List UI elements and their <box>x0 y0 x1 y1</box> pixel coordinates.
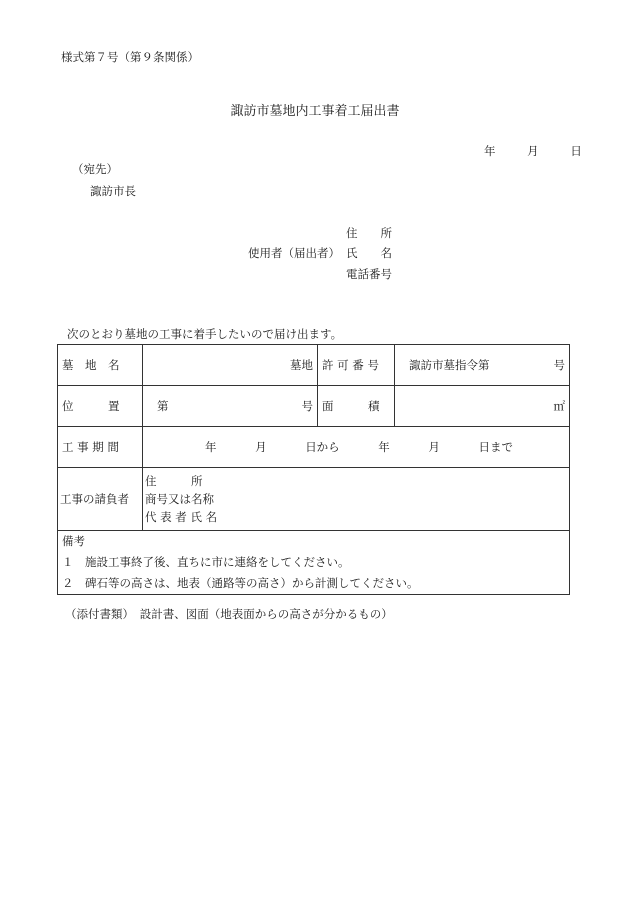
note-1: １ 施設工事終了後、直ちに市に連絡をしてください。 <box>62 555 350 569</box>
contractor-label: 工事の請負者 <box>58 468 143 531</box>
period-start-day: 日から <box>305 440 340 454</box>
location-label: 位 置 <box>58 386 143 427</box>
addressee: 諏訪市長 <box>90 184 136 198</box>
notes-cell <box>58 531 570 595</box>
permit-number-label: 許 可 番 号 <box>318 345 395 386</box>
location-field[interactable] <box>143 386 318 427</box>
period-label: 工 事 期 間 <box>58 427 143 468</box>
table-row-contractor <box>58 468 570 531</box>
form-number: 様式第７号（第９条関係） <box>61 50 199 64</box>
date-line <box>484 143 582 159</box>
application-table <box>57 344 570 595</box>
applicant-address-label: 住 所 <box>346 226 392 240</box>
table-row-location <box>58 386 570 427</box>
location-prefix: 第 <box>157 399 169 413</box>
date-year: 年 <box>484 144 496 158</box>
contractor-address-label: 住 所 <box>145 474 203 488</box>
area-label: 面 積 <box>318 386 395 427</box>
applicant-phone-label: 電話番号 <box>346 267 392 281</box>
contractor-company-label: 商号又は名称 <box>145 492 214 506</box>
contractor-field[interactable] <box>143 468 570 531</box>
contractor-rep-label: 代 表 者 氏 名 <box>145 510 218 524</box>
cemetery-name-field[interactable]: 墓地 <box>143 345 318 386</box>
permit-number-field[interactable] <box>395 345 570 386</box>
addressee-label: （宛先） <box>72 162 118 176</box>
attachments-text: （添付書類） 設計書、図面（地表面からの高さが分かるもの） <box>65 607 393 621</box>
cemetery-name-label: 墓 地 名 <box>58 345 143 386</box>
permit-prefix: 諏訪市墓指令第 <box>409 358 490 372</box>
table-row-cemetery <box>58 345 570 386</box>
intro-text: 次のとおり墓地の工事に着手したいので届け出ます。 <box>67 327 343 341</box>
location-suffix: 号 <box>301 399 313 413</box>
period-start-month: 月 <box>255 440 267 454</box>
period-end-year: 年 <box>378 440 390 454</box>
document-title: 諏訪市墓地内工事着工届出書 <box>230 104 400 119</box>
applicant-label: 使用者（届出者） <box>248 246 340 260</box>
applicant-name-label: 氏 名 <box>346 246 392 260</box>
period-end-day: 日まで <box>478 440 513 454</box>
area-field[interactable]: ㎡ <box>395 386 570 427</box>
table-row-notes <box>58 531 570 595</box>
period-start-year: 年 <box>205 440 217 454</box>
note-2: ２ 碑石等の高さは、地表（通路等の高さ）から計測してください。 <box>62 576 419 590</box>
date-month: 月 <box>527 144 539 158</box>
period-end-month: 月 <box>428 440 440 454</box>
date-day: 日 <box>570 144 582 158</box>
period-field[interactable] <box>143 427 570 468</box>
notes-label: 備考 <box>62 534 85 548</box>
table-row-period <box>58 427 570 468</box>
permit-suffix: 号 <box>553 358 565 372</box>
